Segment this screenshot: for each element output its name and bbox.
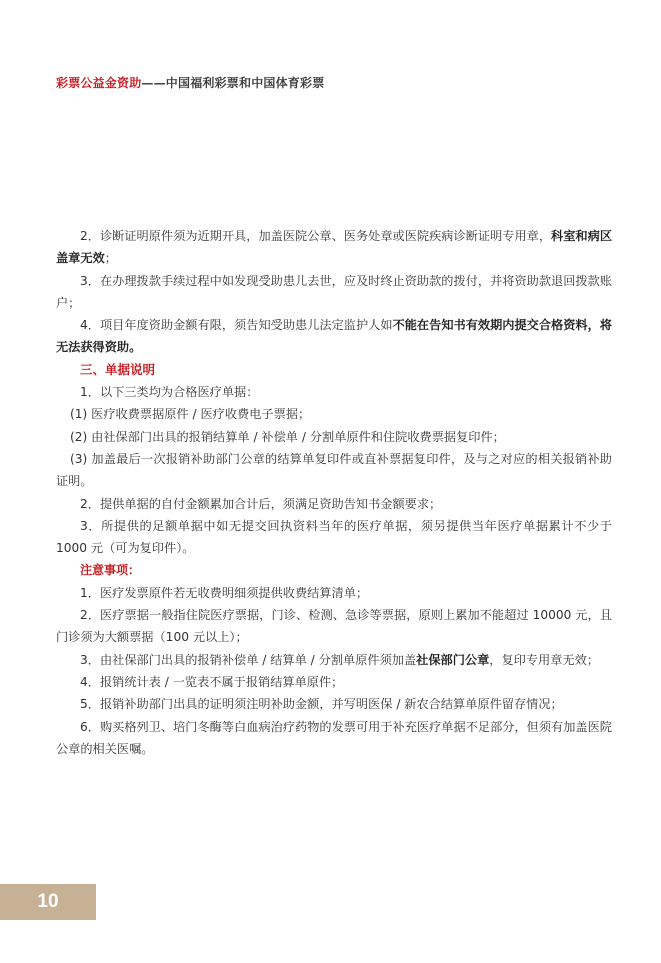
paragraph-diagnosis [56,225,612,270]
paragraph-limited-funds [56,314,612,359]
section-title: 三、单据说明 [80,361,156,377]
bold-text: 社保部门公章 [416,652,490,667]
text: 2．诊断证明原件须为近期开具，加盖医院公章、医务处章或医院疾病诊断证明专用章， [80,229,552,243]
notice-item: 1．医疗发票原件若无收费明细须提供收费结算清单； [80,585,369,600]
notice-title: 注意事项： [80,563,141,578]
notice-item: 4．报销统计表 / 一览表不属于报销结算单原件； [80,674,344,689]
header-title-dark: ——中国福利彩票和中国体育彩票 [141,76,325,90]
text: 。 [129,340,142,355]
text: ，复印专用章无效； [489,652,599,667]
notice-item [56,649,612,671]
notice-item: 2．医疗票据一般指住院医疗票据，门诊、检测、急诊等票据，原则上累加不能超过 10000 元，且门诊须为大额票据（100 元以上）； [56,608,612,645]
list-item: 3．所提供的足额单据中如无提交回执资料当年的医疗单据，须另提供当年医疗单据累计不少于 1000 元（可为复印件）。 [56,518,612,556]
bold-text: 科室和病区盖章无效 [56,229,613,266]
bold-text: 不能在告知书有效期内提交合格资料，将无法获得资助 [56,318,612,355]
sub-list-item: (2) 由社保部门出具的报销结算单 / 补偿单 / 分割单原件和住院收费票据复印件； [70,429,505,444]
header-title-red: 彩票公益金资助 [56,76,142,90]
page-number: 10 [0,884,96,920]
notice-item: 6．购买格列卫、培门冬酶等白血病治疗药物的发票可用于补充医疗单据不足部分，但须有加盖医院公章的相关医嘱。 [56,719,612,756]
text: ； [104,251,117,266]
text: 4．项目年度资助金额有限，须告知受助患儿法定监护人如 [80,318,393,333]
sub-list-item: (1) 医疗收费票据原件 / 医疗收费电子票据； [70,407,311,422]
list-item: 2．提供单据的自付金额累加合计后，须满足资助告知书金额要求； [80,496,442,511]
text: 3．由社保部门出具的报销补偿单 / 结算单 / 分割单原件须加盖 [80,652,417,667]
paragraph-terminate: 3．在办理拨款手续过程中如发现受助患儿去世，应及时终止资助款的拨付，并将资助款退回拨款账户； [56,273,612,310]
notice-item: 5．报销补助部门出具的证明须注明补助金额，并写明医保 / 新农合结算单原件留存情况； [80,697,563,712]
list-item: 1．以下三类均为合格医疗单据： [80,385,259,400]
running-header [56,74,324,91]
sub-list-item: (3) 加盖最后一次报销补助部门公章的结算单复印件或直补票据复印件，及与之对应的相关报销补助证明。 [56,451,612,489]
document-body [56,225,612,760]
